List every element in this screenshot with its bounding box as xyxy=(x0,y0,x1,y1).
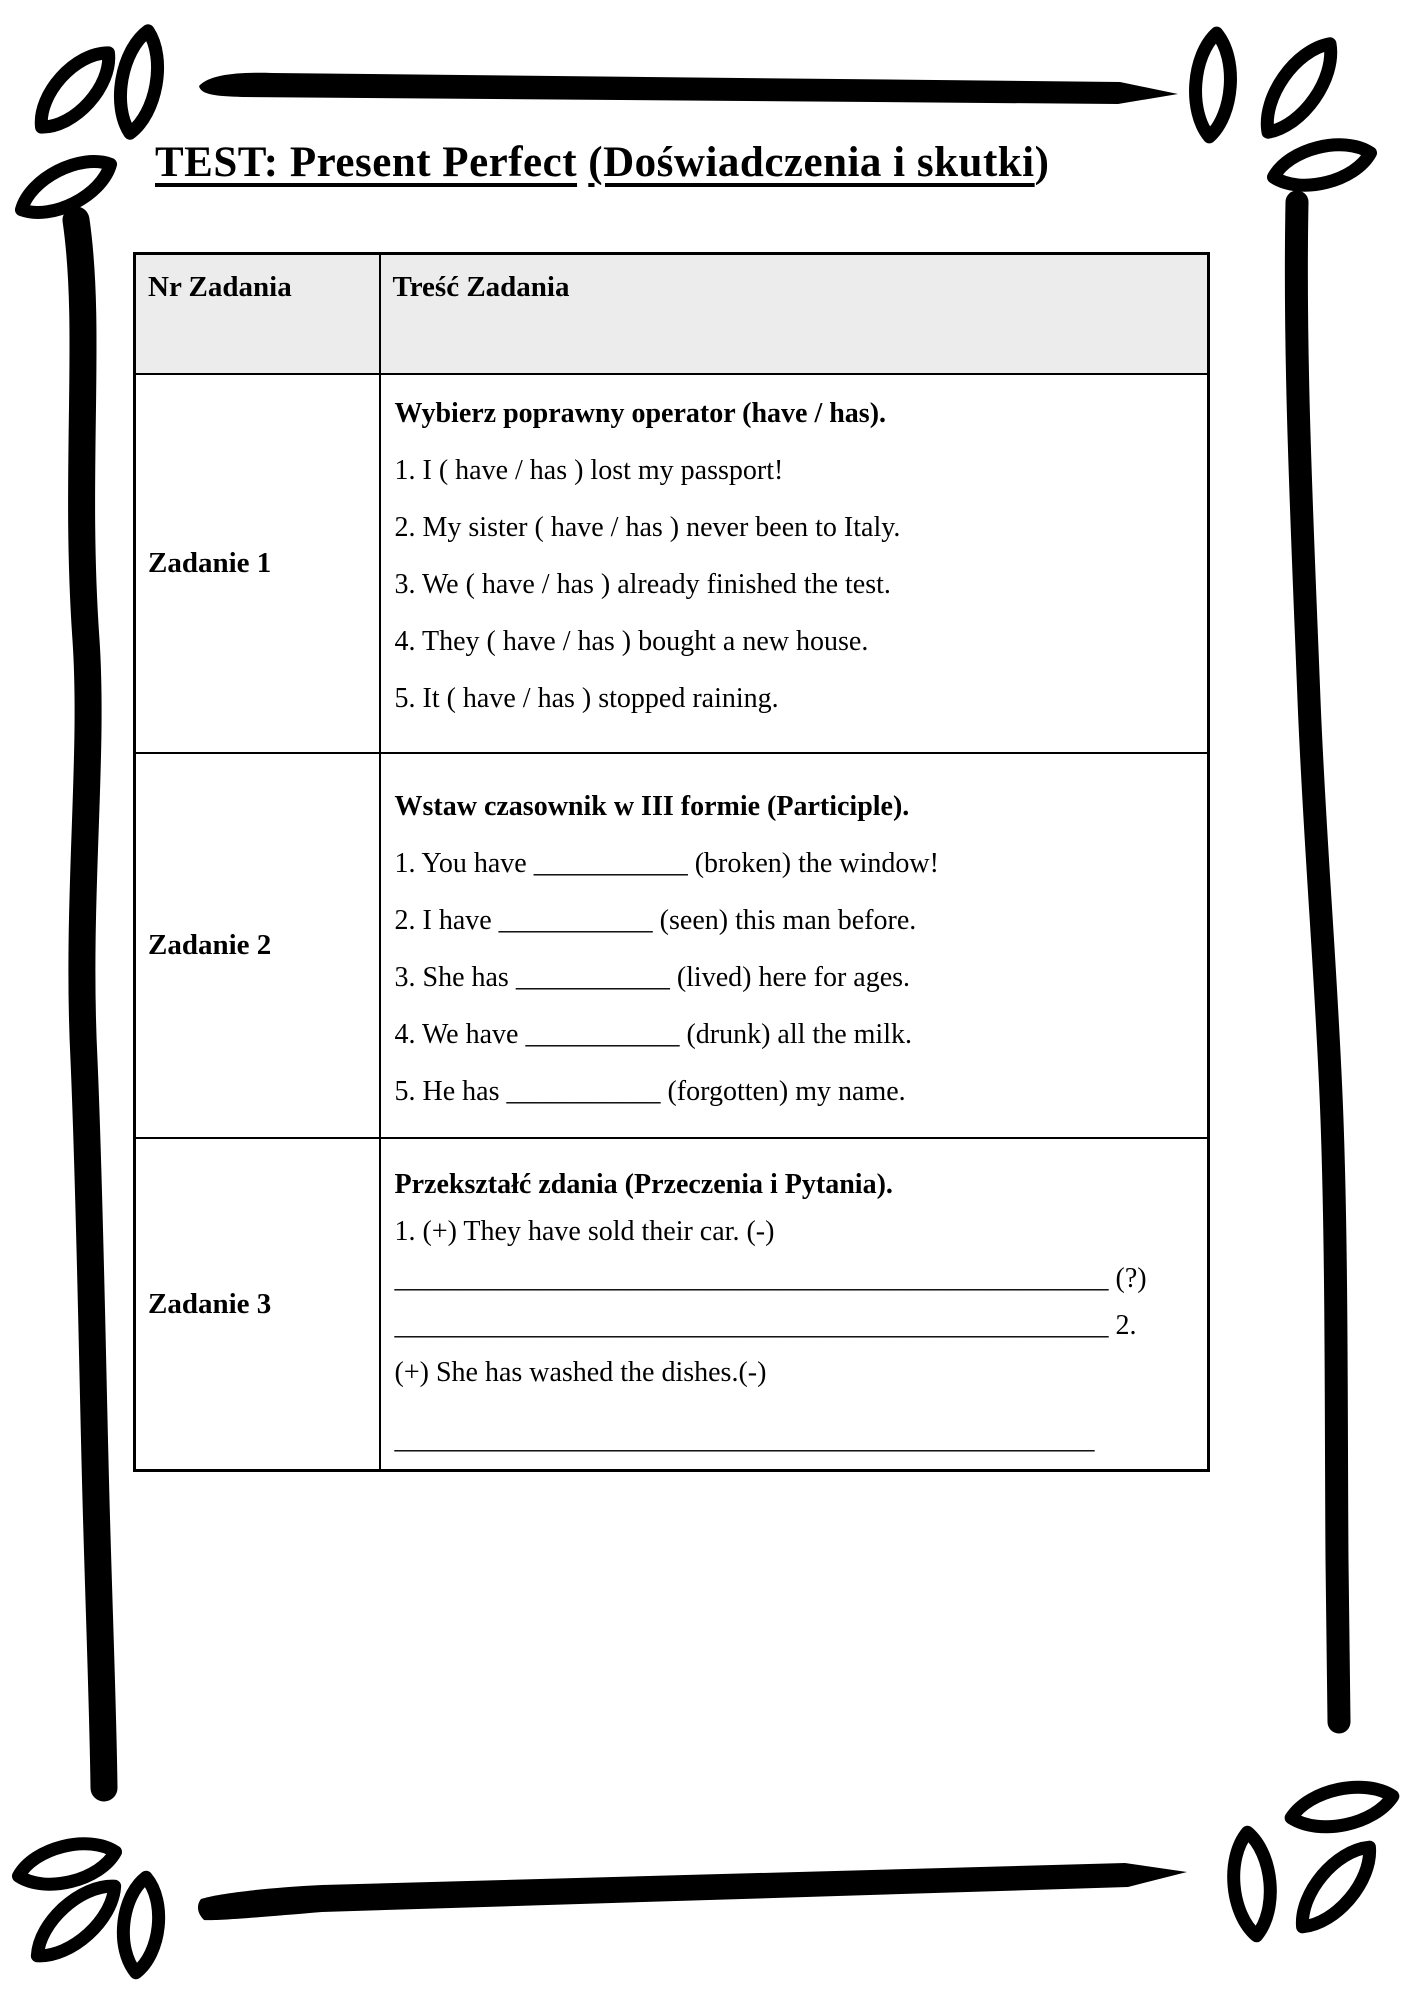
task-1-number-cell: Zadanie 1 xyxy=(135,374,380,753)
petal-top-left-1 xyxy=(28,40,123,139)
petal-bottom-right-2 xyxy=(1230,1831,1275,1938)
task-2-item-1: 1. You have ___________ (broken) the window! xyxy=(394,848,939,879)
task-3-heading: Przekształć zdania (Przeczenia i Pytania). xyxy=(394,1169,893,1200)
task-1-heading: Wybierz poprawny operator (have / has). xyxy=(394,398,887,429)
table-row-task-2 xyxy=(135,753,1209,1138)
task-1-item-3: 3. We ( have / has ) already finished the test. xyxy=(394,569,891,600)
table-row-task-3 xyxy=(135,1138,1209,1471)
task-2-item-2: 2. I have ___________ (seen) this man before. xyxy=(394,905,917,936)
task-3-content-cell xyxy=(380,1138,1209,1471)
petal-top-right-3 xyxy=(1269,135,1375,194)
petal-top-left-2 xyxy=(113,28,165,136)
task-3-number-cell: Zadanie 3 xyxy=(135,1138,380,1471)
petal-bottom-right-1 xyxy=(1287,1779,1396,1836)
task-2-item-4: 4. We have ___________ (drunk) all the milk. xyxy=(394,1019,912,1050)
petal-top-right-1 xyxy=(1192,32,1234,138)
title-gap xyxy=(577,139,588,186)
petal-bottom-left-3 xyxy=(119,1875,163,1974)
task-2-content-cell xyxy=(380,753,1209,1138)
task-2-heading: Wstaw czasownik w III formie (Participle). xyxy=(394,791,910,822)
task-3-item-2: (+) She has washed the dishes.(-) xyxy=(394,1357,767,1388)
task-1-item-5: 5. It ( have / has ) stopped raining. xyxy=(394,683,779,714)
border-right-line xyxy=(1296,202,1339,1722)
task-1-item-1: 1. I ( have / has ) lost my passport! xyxy=(394,455,784,486)
table-row-task-1 xyxy=(135,374,1209,753)
title-underlined-part1: TEST: Present Perfect xyxy=(155,139,578,186)
page-title xyxy=(155,140,1049,186)
task-2-item-3: 3. She has ___________ (lived) here for ages. xyxy=(394,962,911,993)
task-2-number-cell: Zadanie 2 xyxy=(135,753,380,1138)
title-underlined-part2: (Doświadczenia i skutki xyxy=(588,139,1035,186)
border-left-line xyxy=(76,220,104,1788)
petal-bottom-right-3 xyxy=(1289,1836,1383,1939)
border-bottom-line xyxy=(198,1863,1187,1920)
title-tail: ) xyxy=(1034,139,1050,186)
border-top-line xyxy=(199,73,1178,104)
task-1-content-cell xyxy=(380,374,1209,753)
header-cell-task-number: Nr Zadania xyxy=(135,254,380,375)
petal-top-right-2 xyxy=(1253,33,1346,143)
task-1-item-4: 4. They ( have / has ) bought a new house. xyxy=(394,626,869,657)
task-3-item-1: 1. (+) They have sold their car. (-) xyxy=(394,1216,775,1247)
task-1-item-2: 2. My sister ( have / has ) never been to Italy. xyxy=(394,512,901,543)
task-3-answer-line-3: __________________________________________________ xyxy=(394,1424,1095,1455)
task-3-answer-line-1: ___________________________________________________ (?) xyxy=(394,1263,1147,1294)
header-cell-task-content: Treść Zadania xyxy=(380,254,1209,375)
tasks-table xyxy=(133,252,1210,1472)
task-2-item-5: 5. He has ___________ (forgotten) my name. xyxy=(394,1076,906,1107)
table-header-row xyxy=(135,254,1209,375)
task-3-answer-line-2: ___________________________________________________ 2. xyxy=(394,1310,1137,1341)
